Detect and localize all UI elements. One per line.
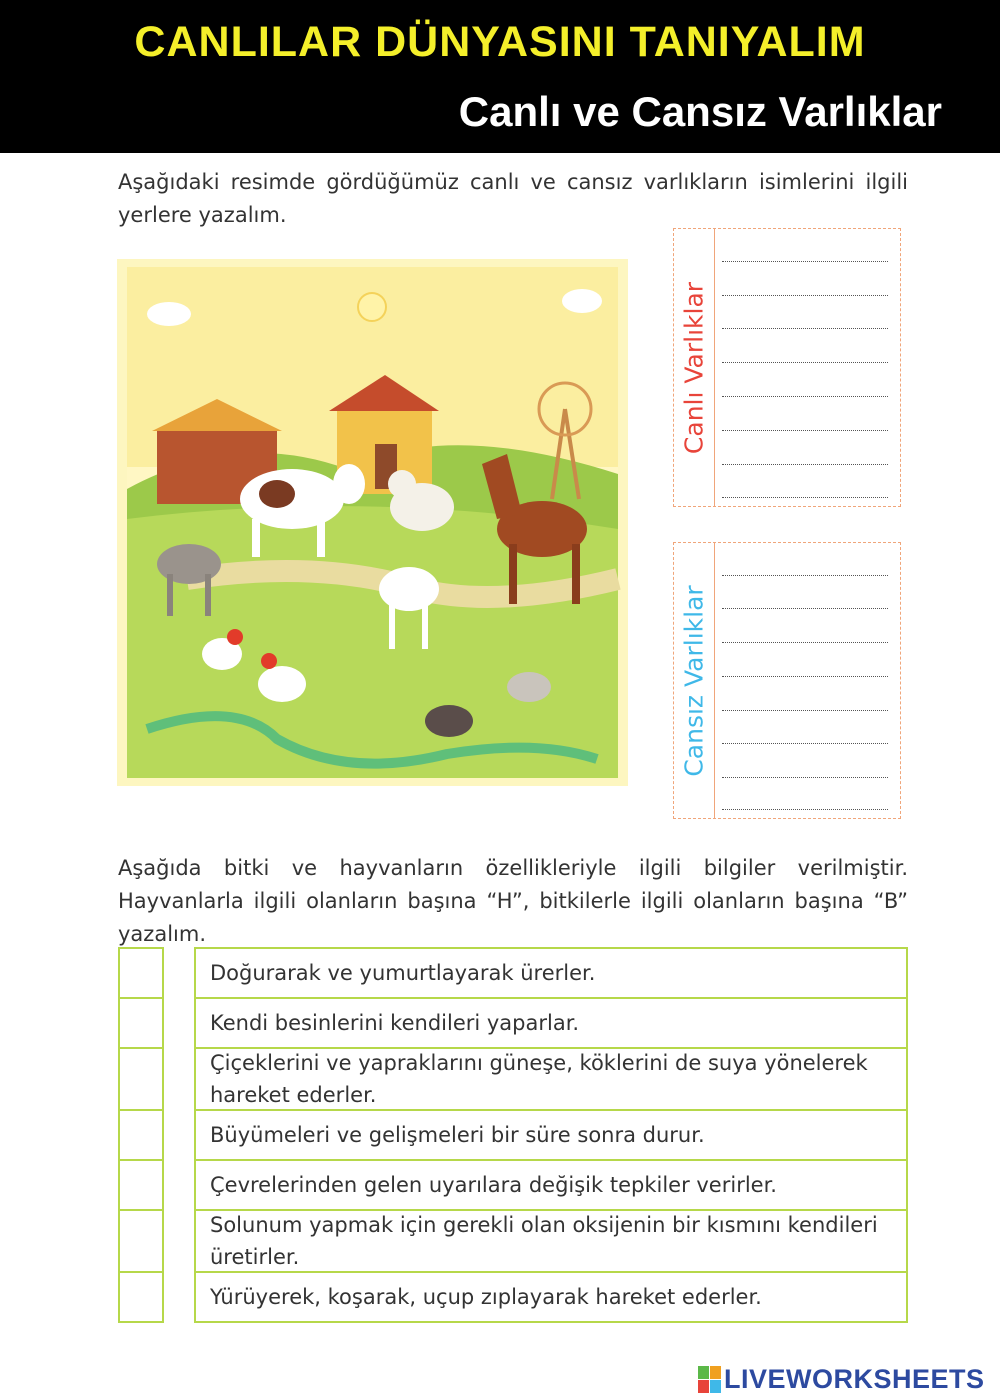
answer-line[interactable]	[722, 396, 888, 397]
statement-text: Yürüyerek, koşarak, uçup zıplayarak hareket ederler.	[210, 1285, 762, 1309]
statement-row-6	[194, 1209, 908, 1273]
non-living-things-box	[673, 542, 901, 819]
statement-row-7	[194, 1271, 908, 1323]
instruction-2: Aşağıda bitki ve hayvanların özellikleriyle ilgili bilgiler verilmiştir. Hayvanlarla ilgili olanların başına “H”, bitkilerle ilgili olanların başına “B” yazalım.	[118, 856, 908, 946]
answer-line[interactable]	[722, 710, 888, 711]
answer-line[interactable]	[722, 676, 888, 677]
answer-box-6[interactable]	[118, 1209, 164, 1273]
answer-box-1[interactable]	[118, 947, 164, 999]
answer-line[interactable]	[722, 430, 888, 431]
answer-box-3[interactable]	[118, 1047, 164, 1111]
answer-line[interactable]	[722, 497, 888, 498]
living-things-lines[interactable]	[714, 229, 900, 506]
page-title: CANLILAR DÜNYASINI TANIYALIM	[134, 18, 866, 66]
living-things-box	[673, 228, 901, 507]
header-bar	[0, 0, 1000, 153]
statement-text: Doğurarak ve yumurtlayarak ürerler.	[210, 961, 596, 985]
statement-row-1	[194, 947, 908, 999]
statement-row-4	[194, 1109, 908, 1161]
statement-row-3	[194, 1047, 908, 1111]
answer-line[interactable]	[722, 464, 888, 465]
instruction-1: Aşağıdaki resimde gördüğümüz canlı ve cansız varlıkların isimlerini ilgili yerlere yazalım.	[118, 170, 908, 227]
answer-line[interactable]	[722, 575, 888, 576]
statement-row-2	[194, 997, 908, 1049]
answer-line[interactable]	[722, 642, 888, 643]
statement-text: Solunum yapmak için gerekli olan oksijenin bir kısmını kendileri üretirler.	[210, 1213, 878, 1269]
answer-box-7[interactable]	[118, 1271, 164, 1323]
answer-line[interactable]	[722, 328, 888, 329]
answer-line[interactable]	[722, 362, 888, 363]
answer-line[interactable]	[722, 809, 888, 810]
answer-box-5[interactable]	[118, 1159, 164, 1211]
page-subtitle: Canlı ve Cansız Varlıklar	[458, 88, 942, 135]
answer-line[interactable]	[722, 777, 888, 778]
statement-row-5	[194, 1159, 908, 1211]
statement-text: Büyümeleri ve gelişmeleri bir süre sonra durur.	[210, 1123, 705, 1147]
liveworksheets-logo-text: LIVEWORKSHEETS	[724, 1364, 985, 1394]
liveworksheets-logo-icon	[698, 1366, 722, 1394]
answer-line[interactable]	[722, 261, 888, 262]
non-living-things-lines[interactable]	[714, 543, 900, 818]
living-things-label: Canlı Varlıklar	[679, 281, 709, 454]
answer-box-2[interactable]	[118, 997, 164, 1049]
statement-text: Çiçeklerini ve yapraklarını güneşe, köklerini de suya yönelerek hareket ederler.	[210, 1051, 868, 1107]
farm-illustration	[117, 259, 628, 786]
answer-line[interactable]	[722, 743, 888, 744]
answer-line[interactable]	[722, 295, 888, 296]
answer-box-4[interactable]	[118, 1109, 164, 1161]
statement-text: Kendi besinlerini kendileri yaparlar.	[210, 1011, 580, 1035]
non-living-things-label: Cansız Varlıklar	[679, 584, 709, 777]
answer-line[interactable]	[722, 608, 888, 609]
statement-text: Çevrelerinden gelen uyarılara değişik tepkiler verirler.	[210, 1173, 777, 1197]
